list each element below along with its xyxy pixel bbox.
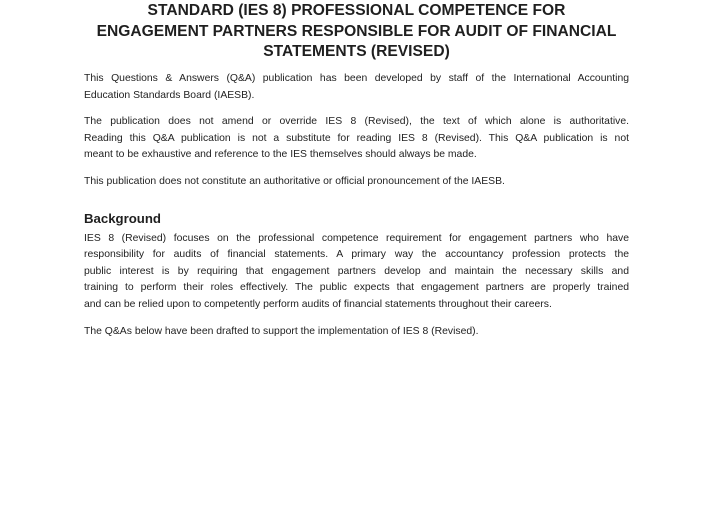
text-line: IES 8 (Revised) focuses on the professional competence requirement for engagement partners who have: [84, 232, 629, 244]
text-line: Education Standards Board (IAESB).: [84, 89, 255, 101]
intro-paragraph-2: [84, 114, 629, 164]
text-line: Reading this Q&A publication is not a substitute for reading IES 8 (Revised). This Q&A publication is not: [84, 132, 629, 144]
document-body: [84, 71, 629, 350]
text-line: The Q&As below have been drafted to support the implementation of IES 8 (Revised).: [84, 325, 479, 337]
text-line: meant to be exhaustive and reference to the IES themselves should always be made.: [84, 149, 477, 161]
background-heading: Background: [84, 210, 161, 226]
title-line: ENGAGEMENT PARTNERS RESPONSIBLE FOR AUDIT OF FINANCIAL: [96, 22, 617, 40]
text-line: public interest is by requiring that engagement partners develop and maintain the necessary skills and: [84, 265, 629, 277]
background-paragraph-2: [84, 324, 629, 341]
intro-paragraph-3: [84, 174, 629, 191]
intro-paragraph-1: [84, 71, 629, 104]
text-line: This publication does not constitute an authoritative or official pronouncement of the IAESB.: [84, 175, 505, 187]
title-line: STATEMENTS (REVISED): [263, 43, 450, 60]
title-line: STANDARD (IES 8) PROFESSIONAL COMPETENCE FOR: [147, 2, 566, 19]
text-line: This Questions & Answers (Q&A) publication has been developed by staff of the International Accounting: [84, 73, 629, 84]
text-line: The publication does not amend or override IES 8 (Revised), the text of which alone is authoritative.: [84, 116, 629, 128]
text-line: training to perform their roles effectively. The public expects that engagement partners are properly trained: [84, 282, 629, 294]
document-title: [60, 1, 653, 63]
text-line: and can be relied upon to competently perform audits of financial statements throughout their careers.: [84, 298, 552, 310]
background-paragraph-1: [84, 231, 629, 314]
text-line: responsibility for audits of financial statements. A primary way the accountancy profession protects the: [84, 249, 629, 261]
